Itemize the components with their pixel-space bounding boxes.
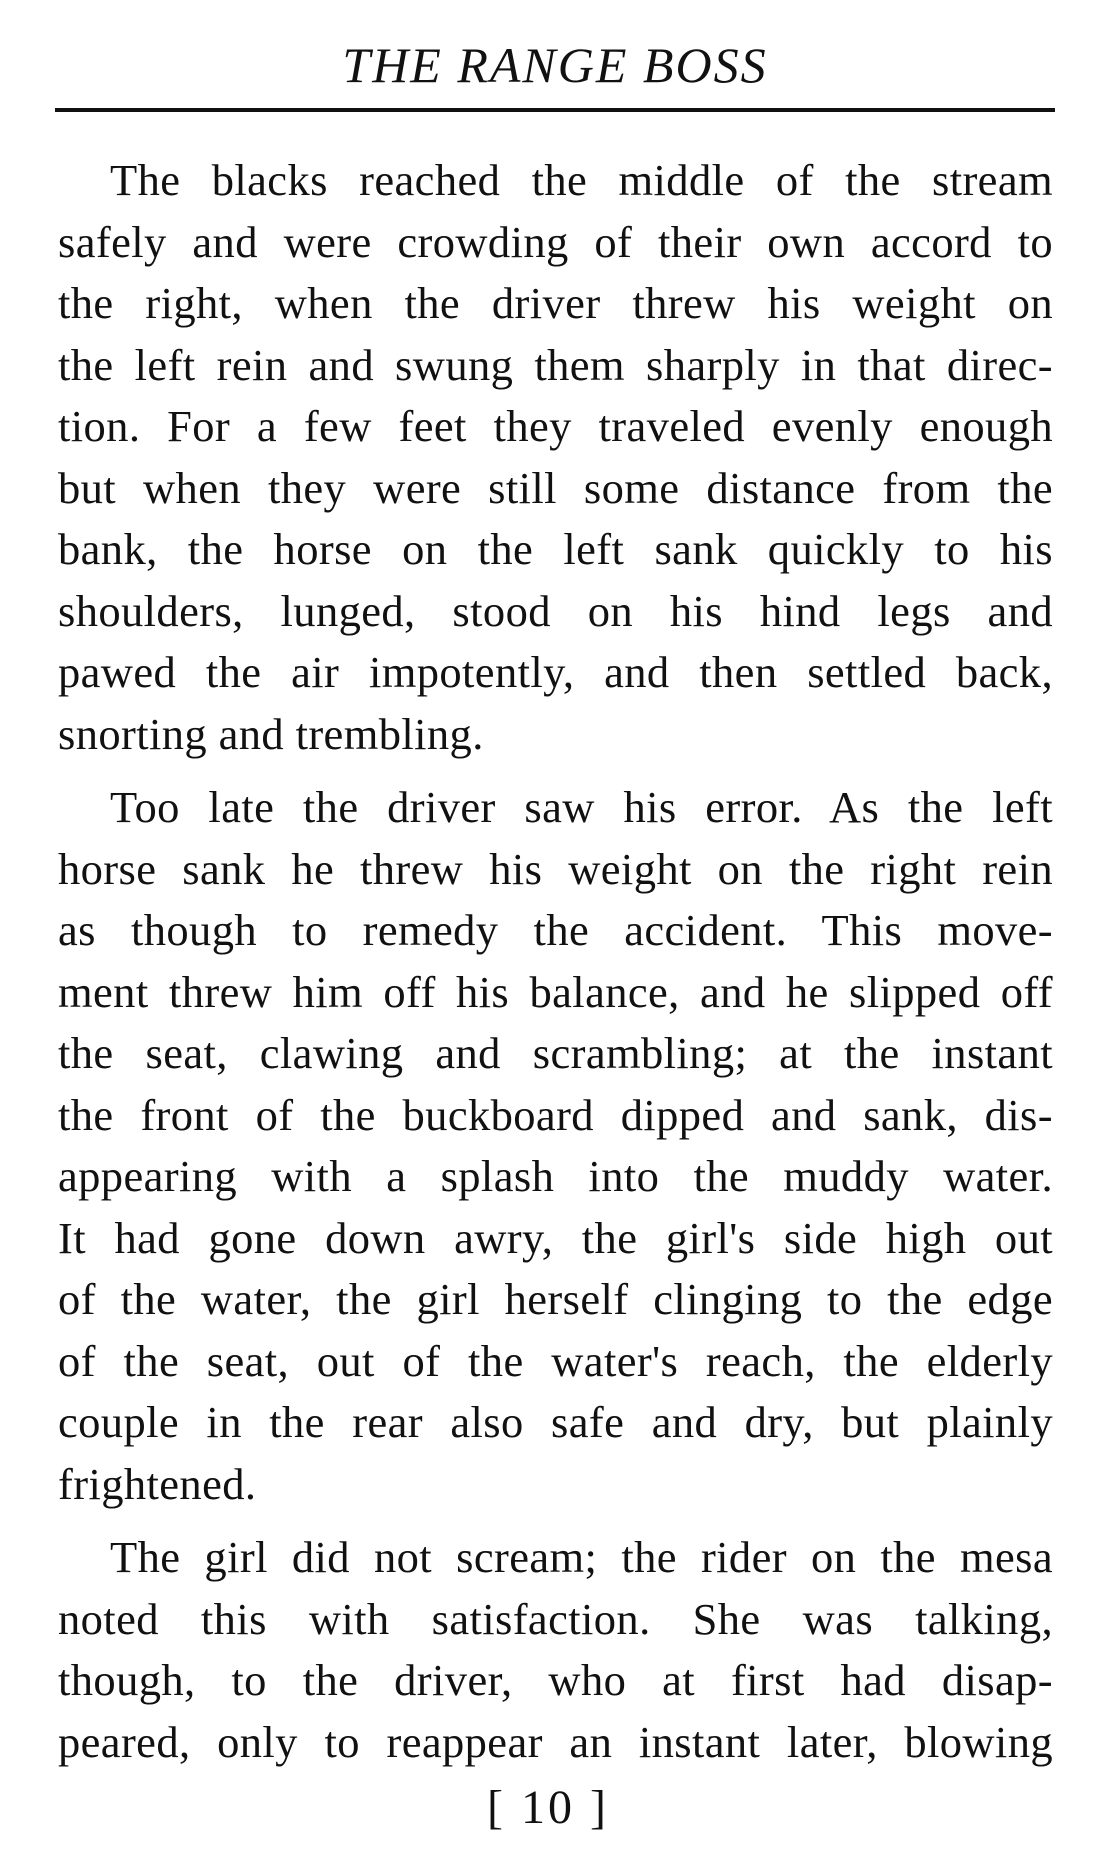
body-text bbox=[58, 150, 1053, 1773]
text-line: the seat, clawing and scrambling; at the instant bbox=[58, 1028, 1053, 1078]
text-line: peared, only to reappear an instant later, blowing bbox=[58, 1716, 1053, 1767]
text-line: bank, the horse on the left sank quickly to his bbox=[58, 524, 1053, 574]
text-line: The blacks reached the middle of the stream bbox=[110, 155, 1053, 205]
text-line: though, to the driver, who at first had disap- bbox=[58, 1655, 1053, 1705]
running-head: THE RANGE BOSS bbox=[342, 37, 768, 93]
text-line: ment threw him off his balance, and he slipped off bbox=[58, 966, 1053, 1017]
text-line: pawed the air impotently, and then settled back, bbox=[58, 647, 1053, 697]
paragraph-2 bbox=[58, 777, 1053, 1515]
text-line: couple in the rear also safe and dry, but plainly bbox=[58, 1397, 1053, 1447]
text-line: as though to remedy the accident. This move- bbox=[58, 905, 1053, 955]
text-line: of the seat, out of the water's reach, the elderly bbox=[58, 1335, 1053, 1386]
text-line: horse sank he threw his weight on the right rein bbox=[58, 843, 1053, 894]
text-line: Too late the driver saw his error. As the left bbox=[110, 782, 1053, 832]
text-line: frightened. bbox=[58, 1458, 257, 1509]
text-line: shoulders, lunged, stood on his hind legs and bbox=[58, 585, 1053, 636]
text-line: the right, when the driver threw his weight on bbox=[58, 278, 1053, 328]
paragraph-1 bbox=[58, 150, 1053, 765]
page-number: [ 10 ] bbox=[487, 1781, 609, 1834]
text-line: of the water, the girl herself clinging to the edge bbox=[58, 1274, 1053, 1324]
paragraph-3 bbox=[58, 1527, 1053, 1773]
text-line: tion. For a few feet they traveled evenly enough bbox=[58, 401, 1053, 451]
text-line: It had gone down awry, the girl's side high out bbox=[58, 1212, 1053, 1263]
text-line: the left rein and swung them sharply in that direc- bbox=[58, 339, 1053, 390]
text-line: noted this with satisfaction. She was talking, bbox=[58, 1593, 1053, 1644]
text-line: the front of the buckboard dipped and sank, dis- bbox=[58, 1089, 1053, 1140]
header-rule bbox=[55, 108, 1055, 112]
text-line: snorting and trembling. bbox=[58, 708, 484, 759]
text-line: but when they were still some distance from the bbox=[58, 462, 1053, 513]
text-line: appearing with a splash into the muddy water. bbox=[58, 1151, 1053, 1201]
text-line: The girl did not scream; the rider on the mesa bbox=[110, 1532, 1053, 1582]
text-line: safely and were crowding of their own accord to bbox=[58, 216, 1053, 267]
